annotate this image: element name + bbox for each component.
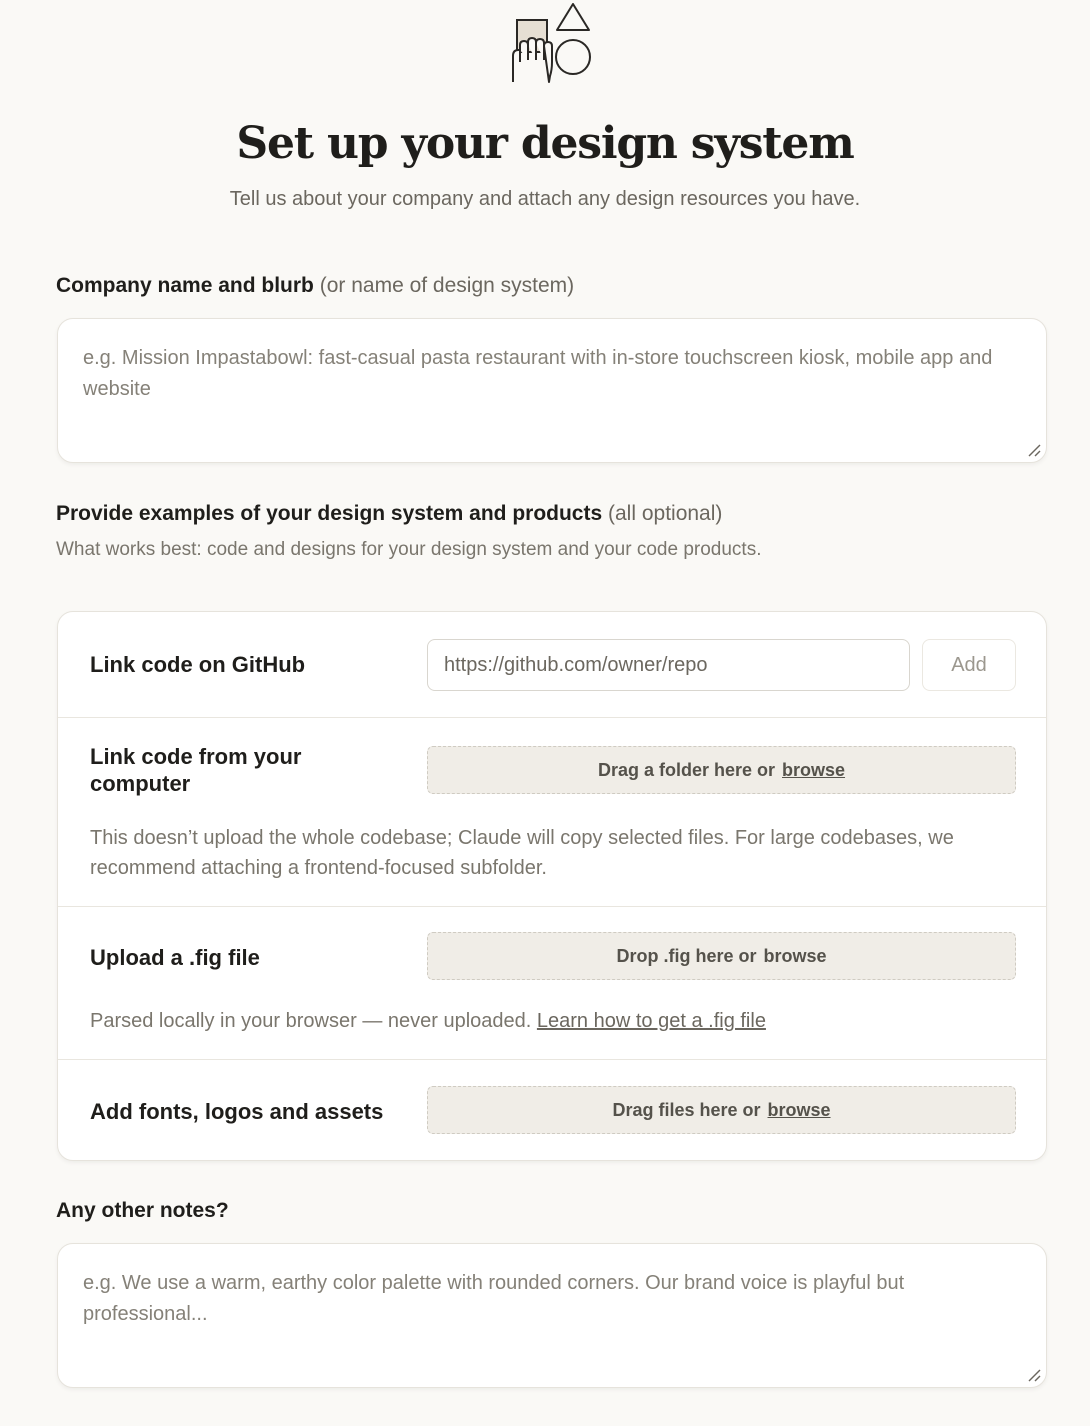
github-url-placeholder: https://github.com/owner/repo [444,653,708,676]
examples-label-hint: (all optional) [608,502,723,525]
examples-label-text: Provide examples of your design system and products [56,502,603,525]
company-blurb-placeholder: e.g. Mission Impastabowl: fast-casual pasta restaurant with in-store touchscreen kiosk, mobile app and website [83,347,993,400]
examples-card [57,611,1047,1161]
local-code-note: This doesn’t upload the whole codebase; Claude will copy selected files. For large codebases, we recommend attaching a frontend-focused subfolder. [90,827,954,879]
examples-label [56,502,722,526]
local-code-row-label: Link code from your computer [90,744,302,796]
fig-note [90,1006,1016,1036]
fig-row-label: Upload a .fig file [90,945,260,970]
notes-textarea[interactable] [57,1243,1047,1388]
assets-dropzone[interactable] [427,1086,1016,1134]
company-label [56,274,574,298]
notes-label: Any other notes? [56,1199,229,1222]
folder-browse-link[interactable]: browse [782,759,846,780]
company-label-hint: (or name of design system) [319,274,575,297]
fig-browse-link[interactable]: browse [763,945,827,966]
github-row-label: Link code on GitHub [90,652,306,677]
folder-dropzone[interactable] [427,746,1016,794]
resize-grip-icon[interactable] [1026,442,1042,458]
fig-dropzone-text: Drop .fig here or [616,945,757,966]
notes-placeholder: e.g. We use a warm, earthy color palette with rounded corners. Our brand voice is playful but professional... [83,1272,905,1325]
assets-dropzone-text: Drag files here or [612,1099,761,1120]
assets-row-label: Add fonts, logos and assets [90,1099,384,1124]
page-subtitle: Tell us about your company and attach any design resources you have. [229,188,861,210]
row-divider [58,906,1046,907]
fig-note-text: Parsed locally in your browser — never uploaded. [90,1010,532,1032]
resize-grip-icon[interactable] [1026,1367,1042,1383]
github-url-input[interactable] [427,639,910,691]
fig-dropzone[interactable] [427,932,1016,980]
company-label-text: Company name and blurb [56,274,314,297]
company-blurb-textarea[interactable] [57,318,1047,463]
row-divider [58,1059,1046,1060]
fig-help-link[interactable]: Learn how to get a .fig file [536,1010,766,1032]
hand-shapes-illustration-icon [505,0,595,88]
row-divider [58,717,1046,718]
folder-dropzone-text: Drag a folder here or [597,759,775,780]
page-title: Set up your design system [236,118,854,169]
github-add-button[interactable]: Add [922,639,1016,691]
examples-help-text: What works best: code and designs for your design system and your code products. [56,539,762,560]
assets-browse-link[interactable]: browse [767,1099,831,1120]
